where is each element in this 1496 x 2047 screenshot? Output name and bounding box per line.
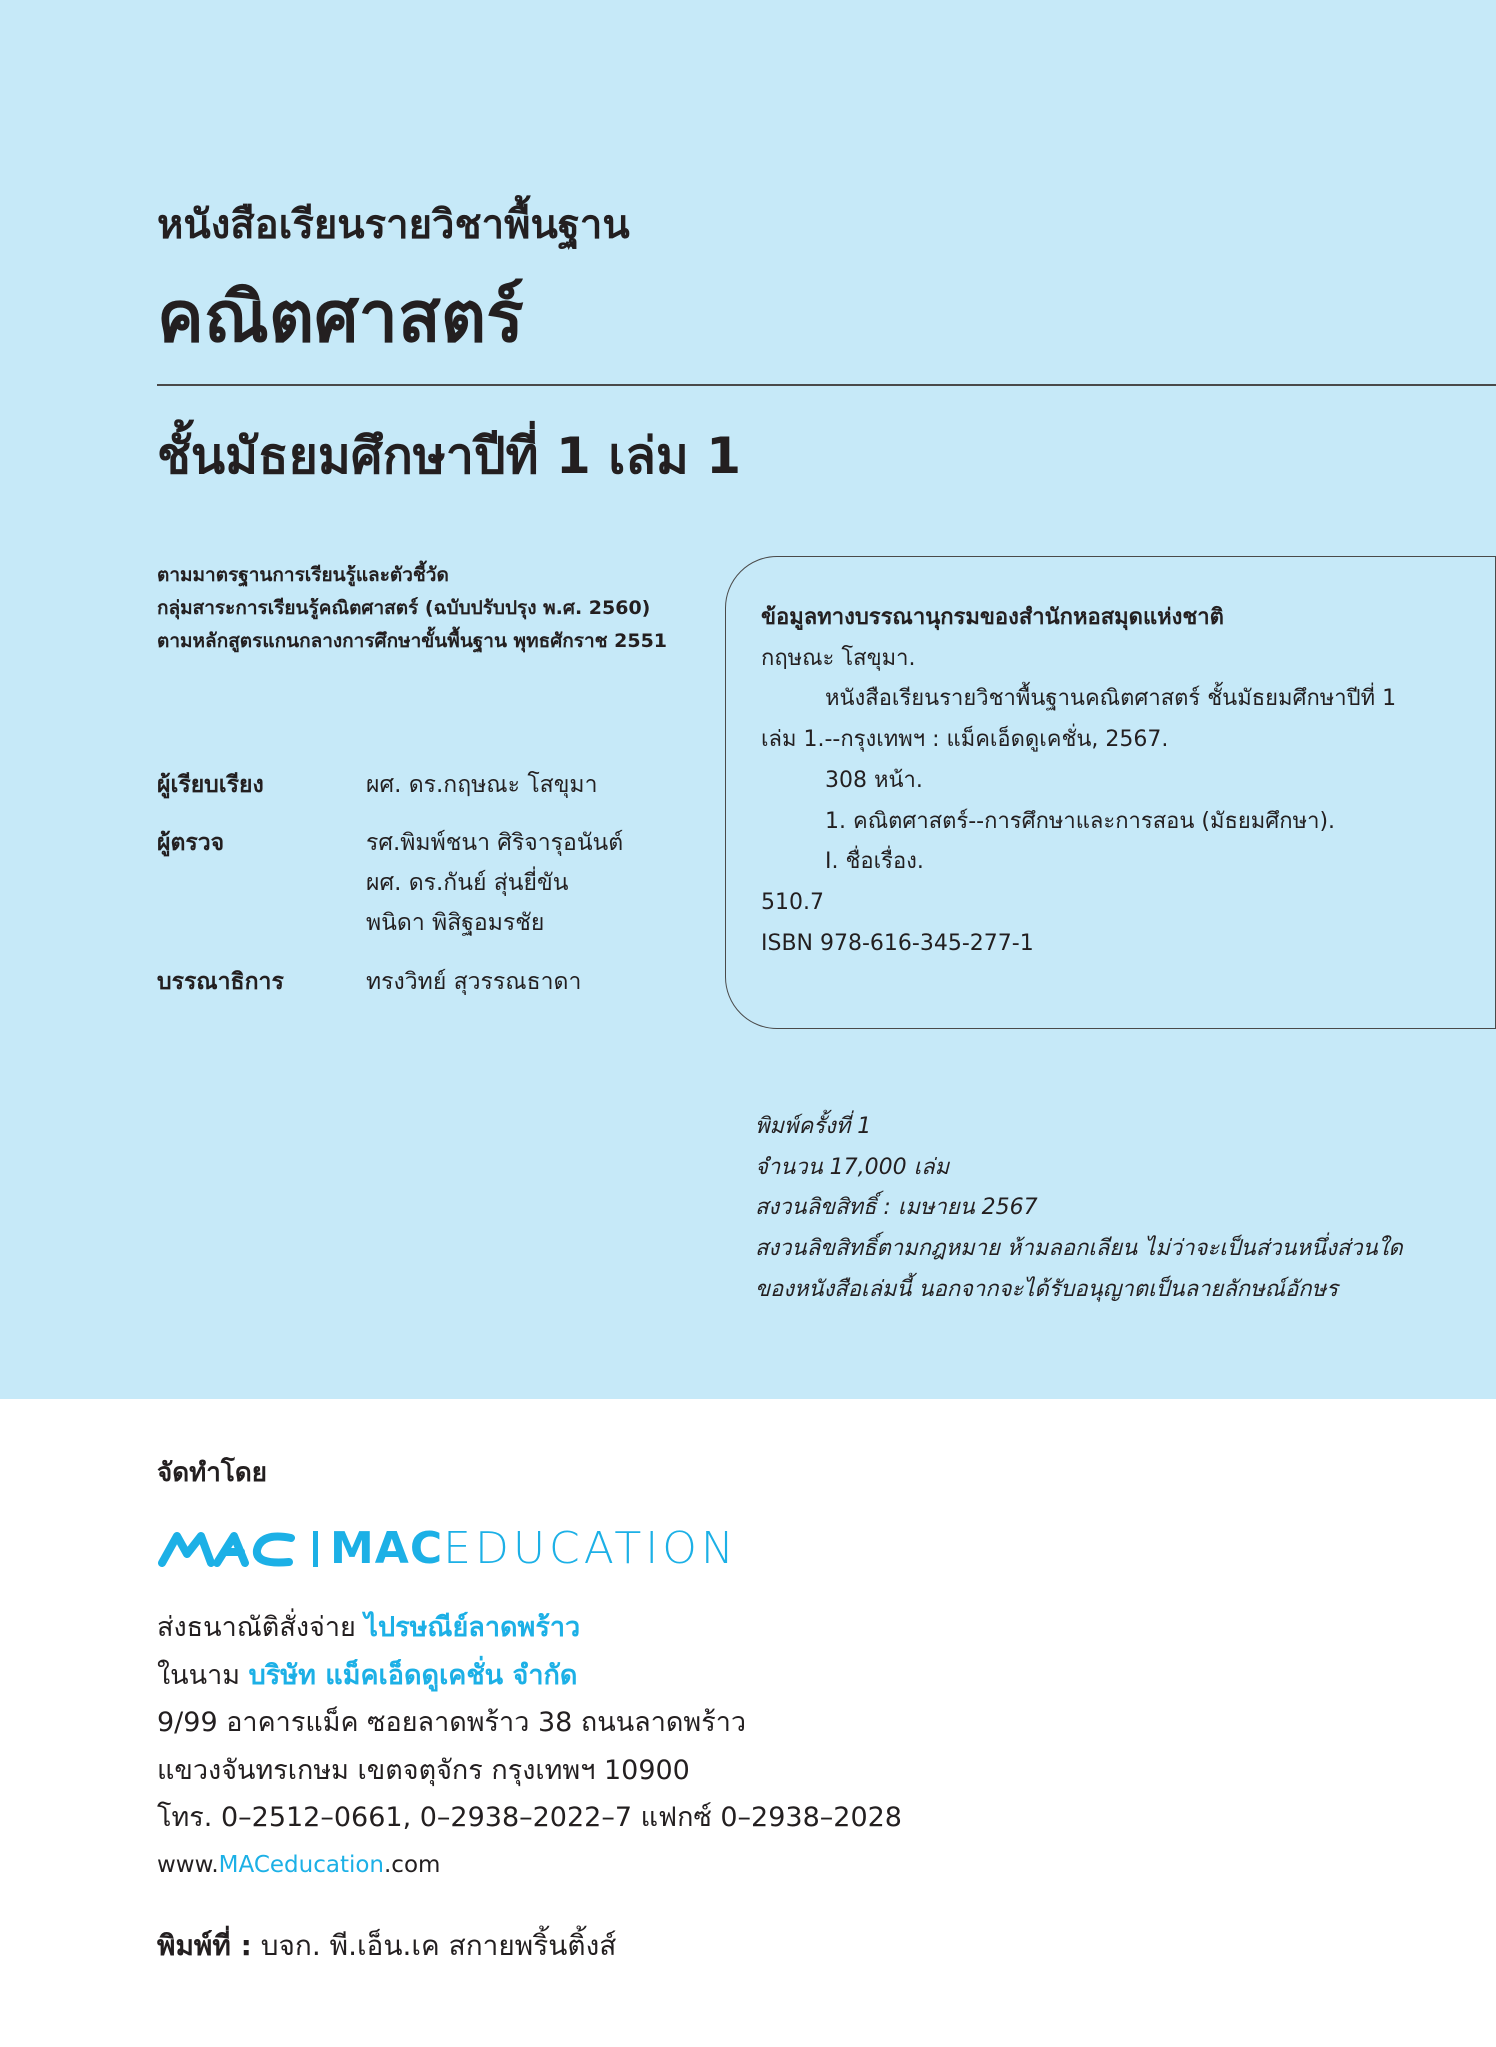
address-line: แขวงจันทรเกษม เขตจตุจักร กรุงเทพฯ 10900	[157, 1754, 690, 1786]
grade-volume: ชั้นมัธยมศึกษาปีที่ 1 เล่ม 1	[157, 427, 742, 485]
publisher-logo	[157, 1523, 738, 1574]
credit-name: พนิดา พิสิฐอมรชัย	[366, 910, 545, 936]
credit-names-author	[366, 765, 598, 805]
credit-role-reviewers: ผู้ตรวจ	[157, 830, 225, 856]
printer-line	[157, 1924, 616, 1968]
cataloging-line: ISBN 978-616-345-277-1	[761, 930, 1034, 956]
website-line	[157, 1842, 902, 1890]
money-order-line	[157, 1604, 902, 1652]
payee-prefix: ในนาม	[157, 1659, 241, 1691]
standards-line: ตามหลักสูตรแกนกลางการศึกษาขั้นพื้นฐาน พุทธศักราช 2551	[157, 630, 668, 652]
publisher-contact	[157, 1604, 902, 1889]
website-brand: MACeducation	[218, 1851, 384, 1878]
payee-line	[157, 1652, 902, 1700]
printing-line: สงวนลิขสิทธิ์ : เมษายน 2567	[755, 1195, 1038, 1221]
cataloging-line: กฤษณะ โสขุมา.	[761, 645, 916, 671]
money-order-value: ไปรษณีย์ลาดพร้าว	[364, 1612, 581, 1643]
cataloging-line: 308 หน้า.	[825, 767, 923, 793]
cataloging-line: I. ชื่อเรื่อง.	[825, 849, 924, 875]
payee-value: บริษัท แม็คเอ็ดดูเคชั่น จำกัด	[248, 1659, 578, 1691]
website-suffix: .com	[384, 1851, 441, 1878]
address-line: 9/99 อาคารแม็ค ซอยลาดพร้าว 38 ถนนลาดพร้าว	[157, 1707, 747, 1738]
produced-by-label: จัดทำโดย	[157, 1458, 267, 1488]
credit-name: รศ.พิมพ์ชนา ศิริจารุอนันต์	[366, 830, 624, 856]
curriculum-standards	[157, 559, 667, 658]
printer-name: บจก. พี.เอ็น.เค สกายพริ้นติ้งส์	[260, 1929, 617, 1962]
phone-line: โทร. 0–2512–0661, 0–2938–2022–7 แฟกซ์ 0–2938–2028	[157, 1802, 902, 1833]
standards-line: ตามมาตรฐานการเรียนรู้และตัวชี้วัด	[157, 564, 449, 586]
cataloging-line: 510.7	[761, 889, 824, 915]
credit-names-editor	[366, 962, 581, 1002]
money-order-prefix: ส่งธนาณัติสั่งจ่าย	[157, 1612, 356, 1643]
cataloging-in-publication-box	[725, 556, 1496, 1029]
website-prefix: www.	[157, 1851, 219, 1878]
credit-names-reviewers	[366, 823, 623, 943]
book-title: คณิตศาสตร์	[157, 276, 524, 358]
printing-line: พิมพ์ครั้งที่ 1	[755, 1114, 872, 1139]
logo-separator	[313, 1531, 318, 1567]
book-subtitle: หนังสือเรียนรายวิชาพื้นฐาน	[157, 202, 630, 248]
cataloging-heading: ข้อมูลทางบรรณานุกรมของสำนักหอสมุดแห่งชาติ	[761, 605, 1224, 630]
printing-line: สงวนลิขสิทธิ์ตามกฎหมาย ห้ามลอกเลียน ไม่ว่าจะเป็นส่วนหนึ่งส่วนใด	[755, 1236, 1403, 1262]
logo-text-education: EDUCATION	[443, 1523, 738, 1574]
credit-name: ผศ. ดร.กฤษณะ โสขุมา	[366, 772, 598, 798]
credit-name: ผศ. ดร.กันย์ สุ่นยี่ขัน	[366, 870, 569, 896]
credit-role-author: ผู้เรียบเรียง	[157, 772, 264, 798]
mac-wave-logo-icon	[157, 1530, 299, 1568]
title-divider	[157, 384, 1496, 386]
printing-line: ของหนังสือเล่มนี้ นอกจากจะได้รับอนุญาตเป็นลายลักษณ์อักษร	[755, 1276, 1338, 1302]
printing-notice	[755, 1107, 1403, 1311]
cataloging-line: เล่ม 1.--กรุงเทพฯ : แม็คเอ็ดดูเคชั่น, 2567.	[761, 727, 1169, 753]
credit-role-editor: บรรณาธิการ	[157, 969, 284, 995]
credit-name: ทรงวิทย์ สุวรรณธาดา	[366, 969, 582, 995]
printing-line: จำนวน 17,000 เล่ม	[755, 1154, 950, 1180]
printer-label: พิมพ์ที่ :	[157, 1929, 252, 1962]
cataloging-line: 1. คณิตศาสตร์--การศึกษาและการสอน (มัธยมศึกษา).	[825, 808, 1336, 834]
logo-text-mac: MAC	[330, 1523, 444, 1574]
standards-line: กลุ่มสาระการเรียนรู้คณิตศาสตร์ (ฉบับปรับปรุง พ.ศ. 2560)	[157, 597, 651, 619]
cataloging-line: หนังสือเรียนรายวิชาพื้นฐานคณิตศาสตร์ ชั้นมัธยมศึกษาปีที่ 1	[825, 686, 1397, 712]
